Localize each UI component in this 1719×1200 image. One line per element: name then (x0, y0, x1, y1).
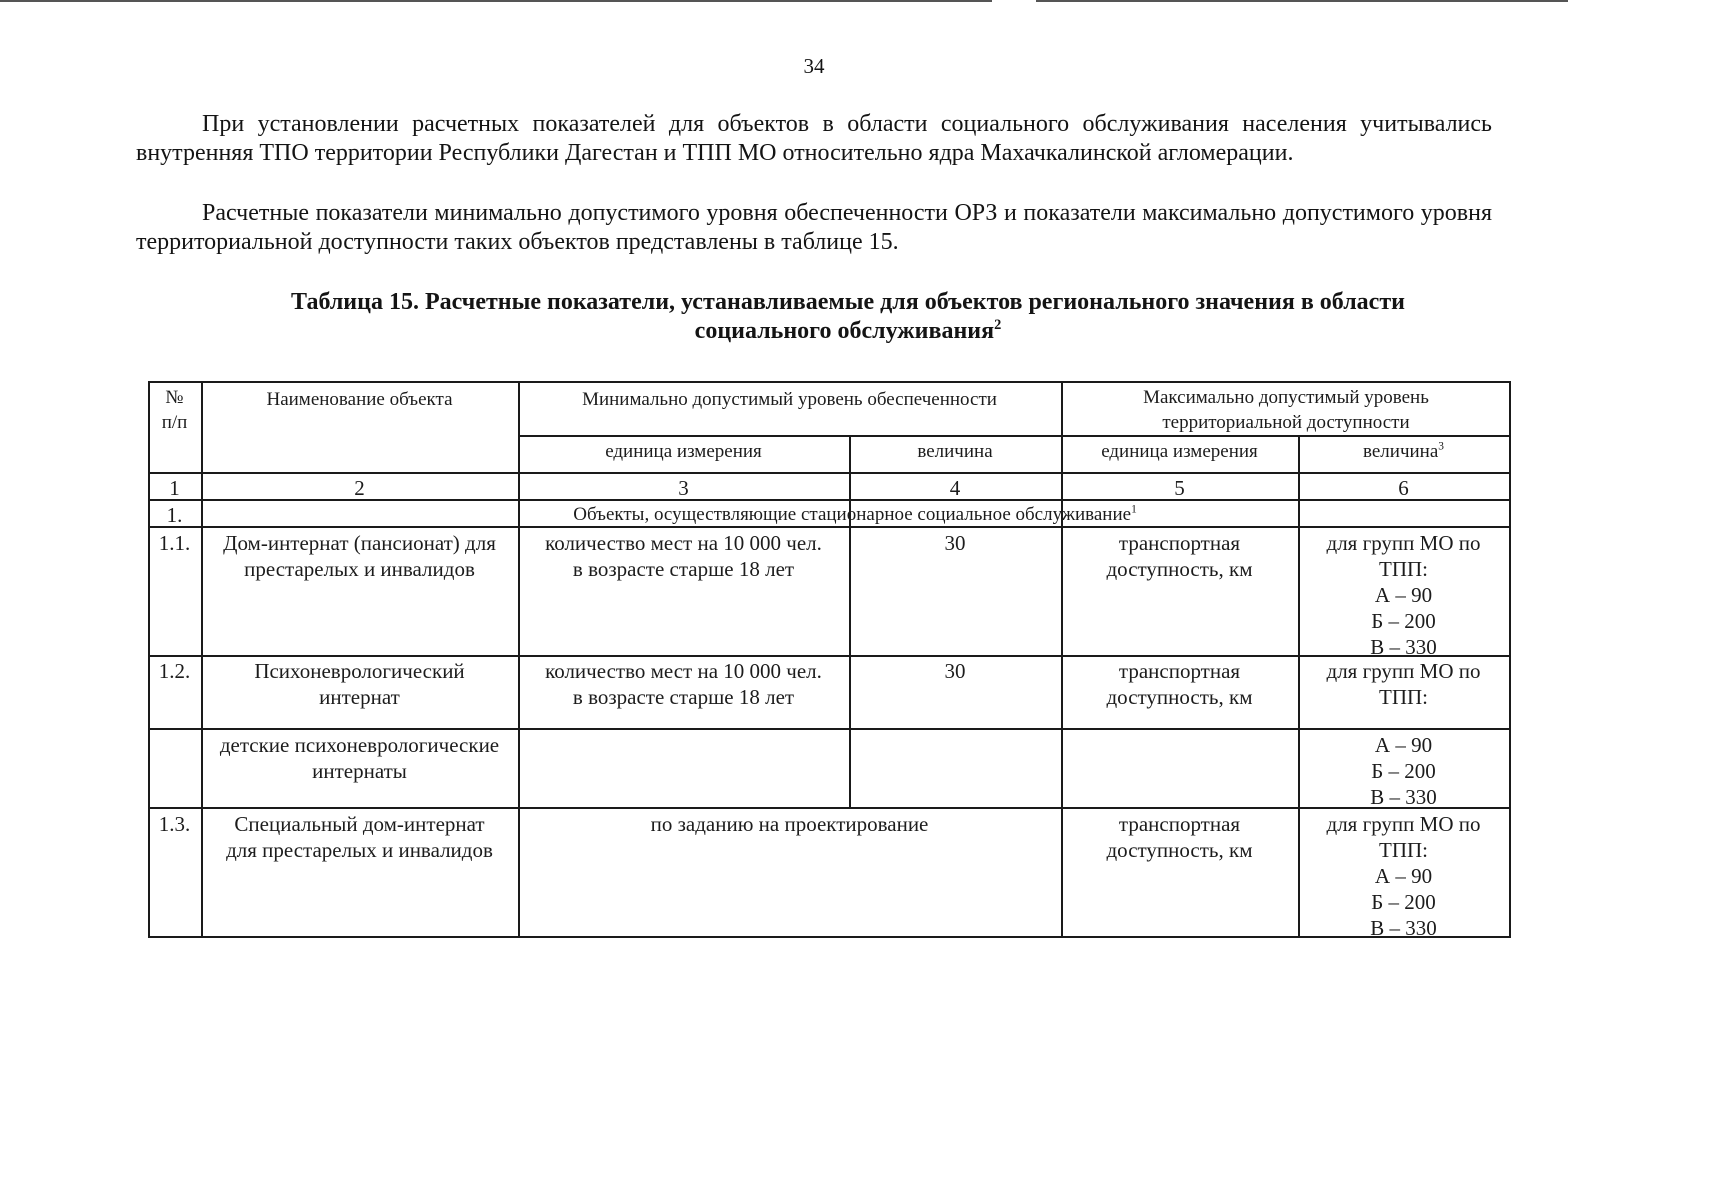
header-num (148, 385, 201, 435)
row-1-3-max-value-line-1: для групп МО по (1326, 812, 1481, 836)
header-num-line-1: № (165, 387, 184, 408)
row-1-1-max-value-line-5: В – 330 (1370, 635, 1437, 659)
row-1-2-sub-max-value (1298, 732, 1509, 810)
column-number-6: 6 (1398, 476, 1409, 500)
row-1-3-max-unit-line-1: транспортная (1118, 812, 1241, 836)
row-1-2-min-unit-line-1: количество мест на 10 000 чел. (545, 659, 822, 683)
row-1-1-max-value-line-4: Б – 200 (1371, 609, 1436, 633)
row-1-2-max-value-line-2: ТПП: (1379, 685, 1428, 709)
row-1-1-max-unit (1061, 530, 1298, 582)
row-1-1-min-unit-line-2: в возрасте старше 18 лет (572, 557, 795, 581)
row-1-1-name-line-1: Дом-интернат (пансионат) для (223, 531, 496, 555)
header-num-line-2: п/п (161, 412, 188, 433)
row-1-3-max-value-line-5: В – 330 (1370, 916, 1437, 940)
header-max-group (1061, 385, 1511, 435)
row-1-2-sub-max-value-line-1: А – 90 (1374, 733, 1433, 757)
top-border-left (0, 0, 992, 2)
row-1-2-min-unit-line-2: в возрасте старше 18 лет (572, 685, 795, 709)
row-1-2-name-line-2: интернат (319, 685, 400, 709)
row-1-1-max-value (1298, 530, 1509, 660)
row-1-2-max-value-line-1: для групп МО по (1326, 659, 1481, 683)
header-min-value: величина (917, 441, 993, 462)
row-1-2-num: 1.2. (158, 659, 191, 683)
row-1-1-max-value-line-1: для групп МО по (1326, 531, 1481, 555)
header-name: Наименование объекта (266, 389, 453, 410)
column-number-5: 5 (1174, 476, 1185, 500)
header-bottom-line (148, 472, 1511, 474)
row-1-1-max-unit-line-1: транспортная (1118, 531, 1241, 555)
row-1-3-max-unit-line-2: доступность, км (1106, 838, 1253, 862)
column-number-3: 3 (678, 476, 689, 500)
column-number-1: 1 (169, 476, 180, 500)
row-1-1-max-value-line-2: ТПП: (1379, 557, 1428, 581)
paragraph-1: При установлении расчетных показателей для объектов в области социального обслуживания населения учитывались внутренняя ТПО территории Республики Дагестан и ТПП МО относительно ядра Махачкалинской агломерации. (136, 111, 1492, 166)
row-1-2-sub-name-line-2: интернаты (312, 759, 407, 783)
row-1-2-sub-name-line-1: детские психоневрологические (219, 733, 500, 757)
table-caption-footnote: 2 (994, 317, 1002, 333)
row-1-3-max-value (1298, 811, 1509, 941)
row-1-1-max-unit-line-2: доступность, км (1106, 557, 1253, 581)
section-title-text: Объекты, осуществляющие стационарное социальное обслуживание (573, 504, 1132, 525)
section-num: 1. (166, 503, 183, 527)
row-1-3-max-value-line-2: ТПП: (1379, 838, 1428, 862)
header-group-divider (518, 435, 1511, 437)
row-1-1-max-value-line-3: А – 90 (1374, 583, 1433, 607)
row-1-1-min-unit-line-1: количество мест на 10 000 чел. (545, 531, 822, 555)
row-1-2-sub-name (201, 732, 518, 784)
row-1-2-sub-max-value-line-3: В – 330 (1370, 785, 1437, 809)
row-1-1-min-unit (518, 530, 849, 582)
header-min-unit: единица измерения (605, 441, 762, 462)
row-1-1-min-value: 30 (944, 531, 966, 555)
top-border-right (1036, 0, 1568, 2)
table-caption-text: Таблица 15. Расчетные показатели, устанавливаемые для объектов регионального значения в области социального обслуживания (291, 289, 1405, 344)
row-1-3-name-line-1: Специальный дом-интернат (234, 812, 485, 836)
row-1-3-name-line-2: для престарелых и инвалидов (226, 838, 493, 862)
row-1-1-name (201, 530, 518, 582)
row-1-2-min-unit (518, 658, 849, 710)
row-1-2-bottom-line (148, 728, 1511, 730)
header-max-group-line-1: Максимально допустимый уровень (1143, 387, 1429, 408)
row-1-2-name (201, 658, 518, 710)
row-1-2-max-unit (1061, 658, 1298, 710)
row-1-2-sub-max-value-line-2: Б – 200 (1371, 759, 1436, 783)
header-max-value-text: величина (1363, 441, 1439, 462)
table-caption (230, 288, 1466, 346)
row-1-2-min-value: 30 (944, 659, 966, 683)
table-border-top (148, 381, 1511, 383)
header-max-value-footnote: 3 (1438, 440, 1444, 453)
header-max-unit: единица измерения (1101, 441, 1258, 462)
column-number-4: 4 (949, 476, 961, 500)
row-1-2-max-value (1298, 658, 1509, 710)
header-max-value (1298, 439, 1509, 464)
row-1-3-name (201, 811, 518, 863)
table-border-right (1509, 381, 1511, 938)
column-number-2: 2 (354, 476, 365, 500)
page-number: 34 (803, 54, 825, 78)
row-1-3-max-value-line-4: Б – 200 (1371, 890, 1436, 914)
section-title (201, 502, 1509, 527)
row-1-1-num: 1.1. (158, 531, 191, 555)
row-1-3-num: 1.3. (158, 812, 191, 836)
row-1-2-max-unit-line-1: транспортная (1118, 659, 1241, 683)
row-1-3-min-merged: по заданию на проектирование (650, 812, 929, 836)
row-1-2-max-unit-line-2: доступность, км (1106, 685, 1253, 709)
row-1-3-max-unit (1061, 811, 1298, 863)
section-footnote: 1 (1131, 503, 1137, 516)
table-15 (148, 381, 1511, 938)
row-1-3-max-value-line-3: А – 90 (1374, 864, 1433, 888)
row-1-1-name-line-2: престарелых и инвалидов (244, 557, 475, 581)
header-min-group: Минимально допустимый уровень обеспеченности (582, 389, 997, 410)
header-max-group-line-2: территориальной доступности (1162, 412, 1410, 433)
paragraph-2: Расчетные показатели минимально допустимого уровня обеспеченности ОРЗ и показатели максимально допустимого уровня территориальной доступности таких объектов представлены в таблице 15. (136, 200, 1492, 255)
row-1-2-name-line-1: Психоневрологический (254, 659, 465, 683)
